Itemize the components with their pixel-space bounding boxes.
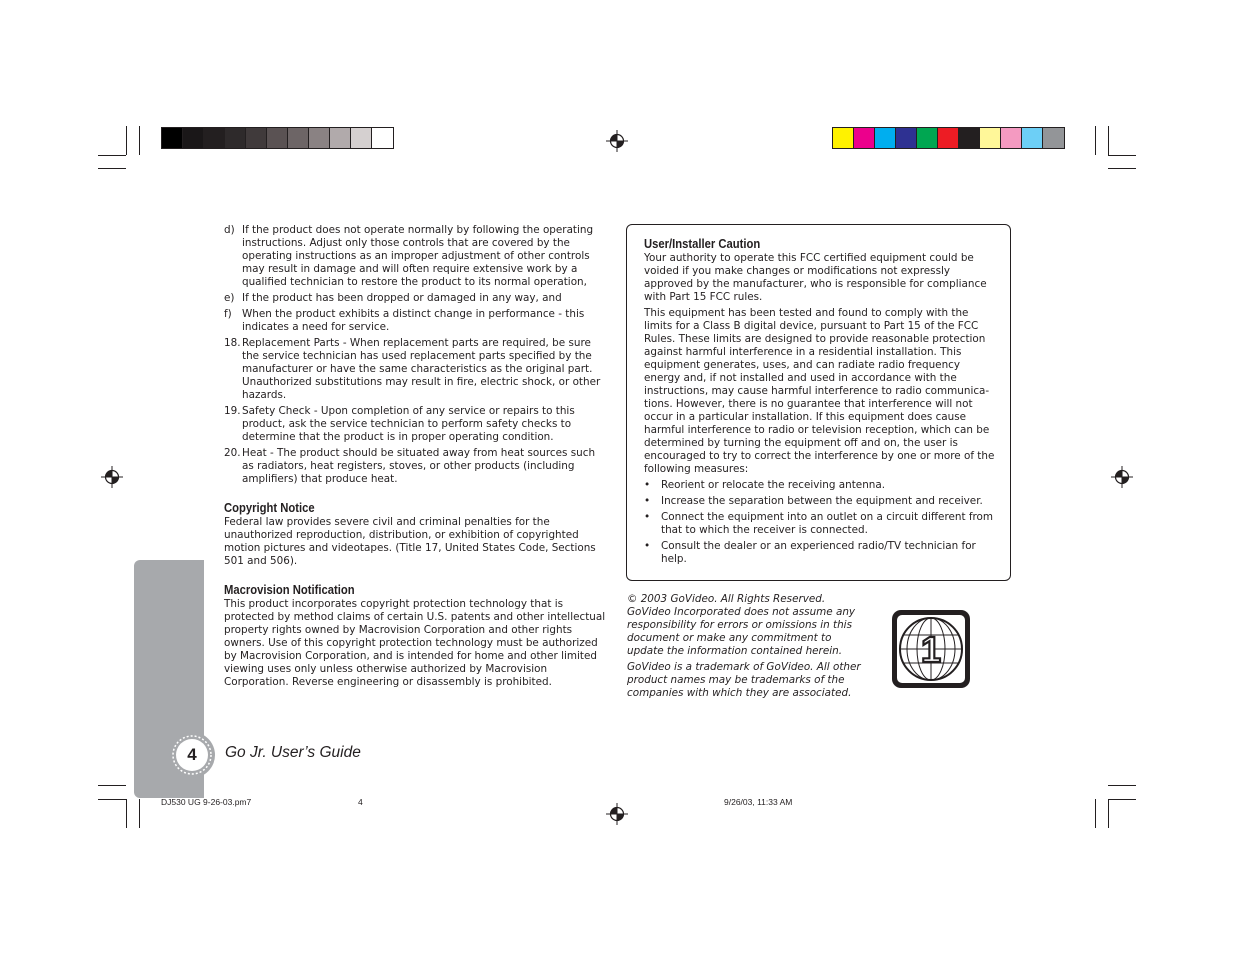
copyright-text: Federal law provides severe civil and criminal penalties for the unauthorized reproduction, distribution, or exhibition of copyrighted motion pictures and videotapes. (Title 17, United States Code, Sections 501 and 506). xyxy=(224,516,596,567)
list-item xyxy=(224,405,608,444)
list-item-title: Heat xyxy=(242,447,267,459)
color-swatch xyxy=(372,128,393,148)
registration-mark-icon xyxy=(1111,466,1133,488)
guide-title: Go Jr. User’s Guide xyxy=(225,744,361,761)
color-swatch xyxy=(183,128,204,148)
bullet-item xyxy=(644,511,996,537)
grayscale-color-bar xyxy=(161,127,394,149)
list-item-title: Safety Check xyxy=(242,405,311,417)
left-text-column xyxy=(224,224,608,692)
color-swatch xyxy=(938,128,959,148)
bullet-icon: • xyxy=(644,479,651,491)
color-swatch xyxy=(351,128,372,148)
color-swatch xyxy=(1022,128,1043,148)
color-swatch xyxy=(330,128,351,148)
list-item-text: - The product should be situated away from heat sources such as radiators, heat registers, stoves, or other products (including amplifiers) that produce heat. xyxy=(242,447,596,485)
crop-mark xyxy=(1108,799,1136,800)
list-item-text: When the product exhibits a distinct change in performance - this indicates a need for service. xyxy=(242,308,585,333)
macrovision-heading: Macrovision Notification xyxy=(224,583,355,597)
caution-bullet-list xyxy=(644,479,996,566)
numbered-list xyxy=(224,224,608,486)
color-swatch xyxy=(875,128,896,148)
crop-mark xyxy=(98,799,126,800)
color-swatch xyxy=(267,128,288,148)
page-number: 4 xyxy=(187,745,197,764)
bullet-text: Connect the equipment into an outlet on a circuit different from that to which the receiver is connected. xyxy=(661,511,994,536)
bullet-icon: • xyxy=(644,511,651,523)
crop-mark xyxy=(126,799,127,828)
bullet-icon: • xyxy=(644,540,651,552)
color-swatch xyxy=(833,128,854,148)
color-swatch xyxy=(959,128,980,148)
list-item-label: d) xyxy=(224,224,235,236)
color-swatch xyxy=(896,128,917,148)
list-item-label: e) xyxy=(224,292,235,304)
color-swatch xyxy=(162,128,183,148)
list-item-text: - When replacement parts are required, be sure the service technician has used replacement parts specified by the manufacturer or have the same characteristics as the original part. Unauthorized substitutions may result in fire, electric shock, or other hazards. xyxy=(242,337,601,401)
bullet-text: Reorient or relocate the receiving antenna. xyxy=(661,479,886,491)
caution-paragraph: Your authority to operate this FCC certified equipment could be voided if you make changes or modifications not expressly approved by the manufacturer, who is responsible for compliance with Part 15 FCC rules. xyxy=(644,252,987,303)
registration-mark-icon xyxy=(101,466,123,488)
crop-mark xyxy=(1108,168,1136,169)
list-item-label: 18. xyxy=(224,337,241,349)
bullet-item xyxy=(644,540,996,566)
macrovision-text: This product incorporates copyright protection technology that is protected by method claims of certain U.S. patents and other intellectual property rights owned by Macrovision Corporation and other rights owners. Use of this copyright protection technology must be authorized by Macrovision Corporation, and is intended for home and other limited viewing uses only unless otherwise authorized by Macrovision Corporation. Reverse engineering or disassembly is prohibited. xyxy=(224,598,606,688)
govideo-copyright xyxy=(627,593,863,703)
crop-mark xyxy=(1108,126,1109,155)
list-item xyxy=(224,224,608,289)
caution-paragraph: This equipment has been tested and found to comply with the limits for a Class B digital device, pursuant to Part 15 of the FCC Rules. These limits are designed to provide reasonable protection against harmful interference in a residential installation. This equipment generates, uses, and can radiate radio frequency energy and, if not installed and used in accordance with the instructions, may cause harmful interference to radio communica-tions. However, there is no guarantee that interference will not occur in a particular installation. If this equipment does cause harmful interference to radio or television reception, which can be determined by turning the equipment off and on, the user is encouraged to try to correct the interference by one or more of the following measures: xyxy=(644,307,995,475)
color-swatch xyxy=(225,128,246,148)
crop-mark xyxy=(1108,799,1109,828)
caution-heading: User/Installer Caution xyxy=(644,237,761,251)
registration-mark-icon xyxy=(606,130,628,152)
color-swatch xyxy=(1001,128,1022,148)
list-item-text: If the product does not operate normally by following the operating instructions. Adjust only those controls that are covered by the operating instructions as an improper adjustment of other controls may result in damage and will often require extensive work by a qualified technician to restore the product to its normal operation, xyxy=(242,224,594,288)
list-item xyxy=(224,337,608,402)
list-item-label: f) xyxy=(224,308,232,320)
process-color-bar xyxy=(832,127,1065,149)
bullet-text: Increase the separation between the equipment and receiver. xyxy=(661,495,983,507)
crop-mark xyxy=(139,126,140,155)
color-swatch xyxy=(204,128,225,148)
footer-page: 4 xyxy=(358,797,363,807)
list-item-title: Replacement Parts xyxy=(242,337,340,349)
color-swatch xyxy=(1043,128,1064,148)
crop-mark xyxy=(126,126,127,155)
crop-mark xyxy=(1095,126,1096,155)
bullet-item xyxy=(644,479,996,492)
list-item-label: 20. xyxy=(224,447,241,459)
crop-mark xyxy=(98,785,126,786)
list-item-label: 19. xyxy=(224,405,241,417)
color-swatch xyxy=(917,128,938,148)
list-item-text: - Upon completion of any service or repairs to this product, ask the service technician to perform safety checks to determine that the product is in proper operating condition. xyxy=(242,405,575,443)
list-item-text: If the product has been dropped or damaged in any way, and xyxy=(242,292,562,304)
crop-mark xyxy=(1108,785,1136,786)
crop-mark xyxy=(139,799,140,828)
color-swatch xyxy=(309,128,330,148)
bullet-item xyxy=(644,495,996,508)
copyright-heading: Copyright Notice xyxy=(224,501,315,515)
copyright-paragraph: © 2003 GoVideo. All Rights Reserved. GoVideo Incorporated does not assume any responsibility for errors or omissions in this document or make any commitment to update the information contained herein. xyxy=(627,593,856,657)
caution-box-content xyxy=(644,238,996,569)
footer-filename: DJ530 UG 9-26-03.pm7 xyxy=(161,797,252,807)
region-number: 1 xyxy=(920,629,942,670)
footer-date: 9/26/03, 11:33 AM xyxy=(724,797,793,807)
color-swatch xyxy=(246,128,267,148)
color-swatch xyxy=(288,128,309,148)
crop-mark xyxy=(98,168,126,169)
crop-mark xyxy=(1108,155,1136,156)
list-item xyxy=(224,308,608,334)
registration-mark-icon xyxy=(606,803,628,825)
bullet-text: Consult the dealer or an experienced radio/TV technician for help. xyxy=(661,540,976,565)
crop-mark xyxy=(1095,799,1096,828)
region-1-globe-icon xyxy=(890,608,972,690)
color-swatch xyxy=(854,128,875,148)
crop-mark xyxy=(98,155,126,156)
color-swatch xyxy=(980,128,1001,148)
list-item xyxy=(224,447,608,486)
bullet-icon: • xyxy=(644,495,651,507)
list-item xyxy=(224,292,608,305)
trademark-paragraph: GoVideo is a trademark of GoVideo. All other product names may be trademarks of the companies with which they are associated. xyxy=(627,661,861,699)
